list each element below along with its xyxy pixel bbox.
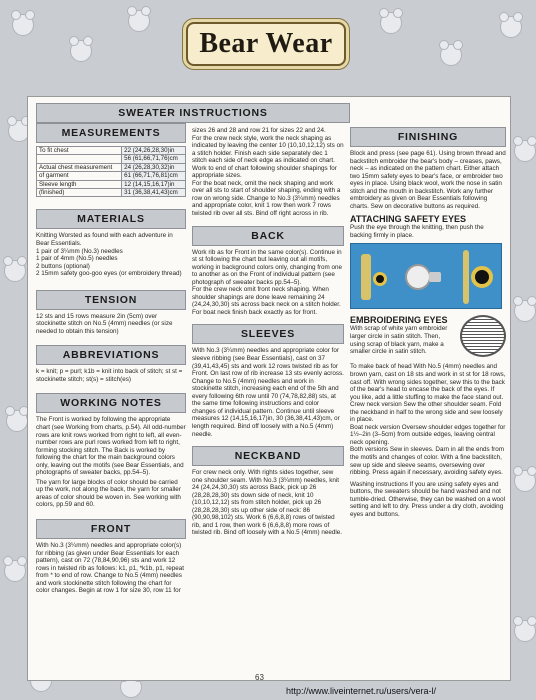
table-cell: 31 (36,38,41,43)cm	[122, 189, 186, 197]
materials-item: 2 buttons (optional)	[36, 262, 90, 270]
table-cell: 61 (66,71,76,81)cm	[122, 172, 186, 180]
knitting-piece-icon	[463, 250, 469, 304]
materials-header: MATERIALS	[36, 209, 186, 229]
knitting-piece-icon	[361, 254, 371, 300]
table-row	[37, 147, 186, 155]
front-continued-text: sizes 26 and 28 and row 21 for sizes 22 and 24.	[192, 127, 326, 134]
embroidering-eyes-text: With scrap of white yarn embroider larger circle in satin stitch. Then, using scrap of black yarn, make a smaller circle in satin stitch.	[350, 325, 448, 356]
table-row	[37, 189, 186, 197]
attaching-eyes-text: Push the eye through the knitting, then push the backing firmly in place.	[350, 224, 484, 239]
source-url: http://www.liveinternet.ru/users/vera-l/	[286, 686, 437, 696]
crew-neck-version-text: Crew neck version Sew the other shoulder seam. Fold the neckband in half to the wrong side and sew loosely in place.	[350, 401, 503, 424]
back-text: For boat neck finish back exactly as for front.	[192, 308, 317, 316]
embroidered-eye-icon	[460, 315, 506, 357]
table-cell: 12 (14,15,16,17)in	[122, 180, 186, 188]
back-header: BACK	[192, 226, 344, 246]
embroidering-eyes-title: EMBROIDERING EYES	[350, 315, 448, 326]
table-row	[37, 172, 186, 180]
materials-item: 1 pair of 3¼mm (No.3) needles	[36, 247, 123, 255]
column-middle	[192, 127, 344, 537]
column-right	[350, 127, 506, 518]
sleeves-text: With No.3 (3¼mm) needles and appropriate color for sleeve ribbing (see Bear Essentials), cast on 37 (39,41,43,45) sts and work 12 rows twisted rib as for Front. On last row of rib increase 13 sts evenly across. Change to No.5 (4mm) needles and work in stockinette stitch, increasing each end of the 5th and every following 6th row until 70 (74,78,82,88) sts, at the same time following instructions and color changes of individual pattern. Continue until sleeve measures 12 (14,15,16,17)in, 30 (36,38,41,43)cm, or length required. Bind off loosely with a No.5 (4mm) needle.	[192, 347, 344, 438]
materials-text: Knitting Worsted as found with each adventure in Bear Essentials.	[36, 232, 173, 247]
sleeves-header: SLEEVES	[192, 324, 344, 344]
eye-backing-icon	[405, 264, 431, 290]
table-row	[37, 163, 186, 171]
sweater-instructions-header: SWEATER INSTRUCTIONS	[36, 103, 350, 123]
working-notes-text: The yarn for large blocks of color should be carried up the work, not along the back, the yarn for smaller areas of color should be woven in. See working with colors, pp.59 and 60.	[36, 478, 181, 509]
table-cell: (finished)	[37, 189, 122, 197]
finishing-header: FINISHING	[350, 127, 506, 147]
back-text: For the crew neck omit front neck shaping. When shoulder shapings are done leave remaining 24 (24,24,30,30) sts across back neck on a stitch holder.	[192, 286, 341, 309]
tension-text: 12 sts and 15 rows measure 2in (5cm) over stockinette stitch on No.5 (4mm) needles (or size needed to obtain this tension)	[36, 312, 173, 335]
finishing-text: Block and press (see page 61). Using brown thread and backstitch embroider the bear's body – creases, paws, neck – as indicated on the pattern chart. Either attach two 15mm safety eyes to bear's face, or embroider two eyes in place. Using black wool, work the nose in satin stitch and the mouth in backstitch. Work any further embroidery as given on Bear Essentials following charts. Sew on decorative buttons as required.	[350, 150, 506, 210]
column-left	[36, 97, 186, 595]
measurements-header: MEASUREMENTS	[36, 123, 186, 143]
tension-header: TENSION	[36, 290, 186, 310]
table-cell: 56 (61,66,71,76)cm	[122, 155, 186, 163]
page-number: 63	[255, 673, 264, 682]
measurements-table	[36, 146, 186, 197]
page-title: Bear Wear	[199, 28, 333, 59]
embroidering-eyes-block	[350, 315, 506, 357]
table-cell: Actual chest measurement	[37, 163, 122, 171]
neckband-text: For crew neck only. With rights sides together, sew one shoulder seam. With No.3 (3¼mm) needles, knit 24 (24,24,30,30) sts across Back, pick up 26 (28,28,28,30) sts down side of neck, knit 10 (10,10,12,12) sts from stitch holder, pick up 26 (28,28,28,30) sts up other side of neck: 86 (90,90,98,102) sts. Work 6 (6,6,8,8) rows of twisted rib, and 1 row, then work 6 (6,6,8,8) more rows of twisted rib. Bind off loosely with a No.5 (4mm) needle.	[192, 469, 343, 537]
table-cell	[37, 155, 122, 163]
table-cell: 22 (24,26,28,30)in	[122, 147, 186, 155]
neckband-header: NECKBAND	[192, 446, 344, 466]
table-cell: of garment	[37, 172, 122, 180]
front-header: FRONT	[36, 519, 186, 539]
materials-item: 2 15mm safety goo-goo eyes (or embroidery thread)	[36, 270, 182, 278]
table-cell: 24 (26,28,30,32)in	[122, 163, 186, 171]
attaching-eyes-title: ATTACHING SAFETY EYES	[350, 214, 467, 225]
working-notes-header: WORKING NOTES	[36, 393, 186, 413]
table-row	[37, 180, 186, 188]
both-versions-text: Both versions Sew in sleeves. Darn in all the ends from the motifs and changes of color. With a fine backstitch, sew up side and sleeve seams, oversewing over ribbing. Press again if necessary, avoiding safety eyes.	[350, 446, 504, 477]
table-row	[37, 155, 186, 163]
materials-item: 1 pair of 4mm (No.5) needles	[36, 255, 118, 263]
back-text: Work rib as for Front in the same color(s). Continue in st st following the chart but leaving out all motifs, working in background colors only, changing from one to another as on the Front of individual pattern (see photograph of sweater backs pp.54–5).	[192, 248, 343, 286]
eye-icon	[373, 272, 387, 286]
front-text: With No.3 (3¼mm) needles and appropriate color(s) for ribbing (as given under Bear Essentials for each pattern), cast on 72 (78,84,90,96) sts and work 12 rows in twisted rib as follows: k1, p1, *k1b, p1, repeat from * to end of row. Change to No.5 (4mm) needles and work stockinette stitch following the chart for color changes. Begin at row 1 for size 30, row 11 for	[36, 542, 185, 595]
eye-stem-icon	[429, 272, 441, 282]
crew-neck-text: For the crew neck style, work the neck shaping as indicated by leaving the center 10 (10,10,12,12) sts on a stitch holder. Finish each side separately dec 1 stitch each side of neck edge as indicated on chart. Work to end of chart following shoulder shapings for appropriate sizes.	[192, 134, 344, 180]
eye-icon	[471, 266, 493, 288]
abbreviations-text: k = knit; p = purl; k1b = knit into back of stitch; st st = stockinette stitch; st(s) = stitch(es)	[36, 368, 183, 383]
working-notes-text: The Front is worked by following the appropriate chart (see Working from charts, p.54). All odd-number rows are knit rows worked from right to left, all even-number rows are purl rows worked from left to right, forming stocking stitch. The Back is worked by following the chart for the main background colors only, leaving out the motifs (see Bear Essentials, and photographs of sweater backs, pp.54–5).	[36, 416, 186, 477]
safety-eyes-illustration	[350, 243, 502, 309]
back-of-head-text: To make back of head With No.5 (4mm) needles and brown yarn, cast on 18 sts and work in st st for 18 rows, cast off. With wrong sides together, sew this to the back of the bear's head to encase the back of the eyes. If you like, add a little stuffing to make the face stand out.	[350, 363, 506, 401]
table-cell: Sleeve length	[37, 180, 122, 188]
table-cell: To fit chest	[37, 147, 122, 155]
boat-neck-version-text: Boat neck version Oversew shoulder edges together for 1½–2in (3–5cm) from outside edges, leaving central neck opening.	[350, 423, 506, 446]
abbreviations-header: ABBREVIATIONS	[36, 345, 186, 365]
title-plate	[186, 22, 346, 66]
instructions-panel	[27, 96, 511, 681]
boat-neck-text: For the boat neck, omit the neck shaping and work over all sts to start of shoulder shaping, ending with a row on wrong side. Change to No.3 (3¼mm) needles and appropriate color, knit 1 row then work 7 rows twisted rib over all sts. Bind off right across in rib.	[192, 179, 341, 218]
washing-instructions-text: Washing instructions If you are using safety eyes and buttons, the sweaters should be hand washed and not tumble-dried. Otherwise, they can be washed on a wool setting and left to dry. Press under a dry cloth, avoiding eyes and buttons.	[350, 480, 506, 518]
